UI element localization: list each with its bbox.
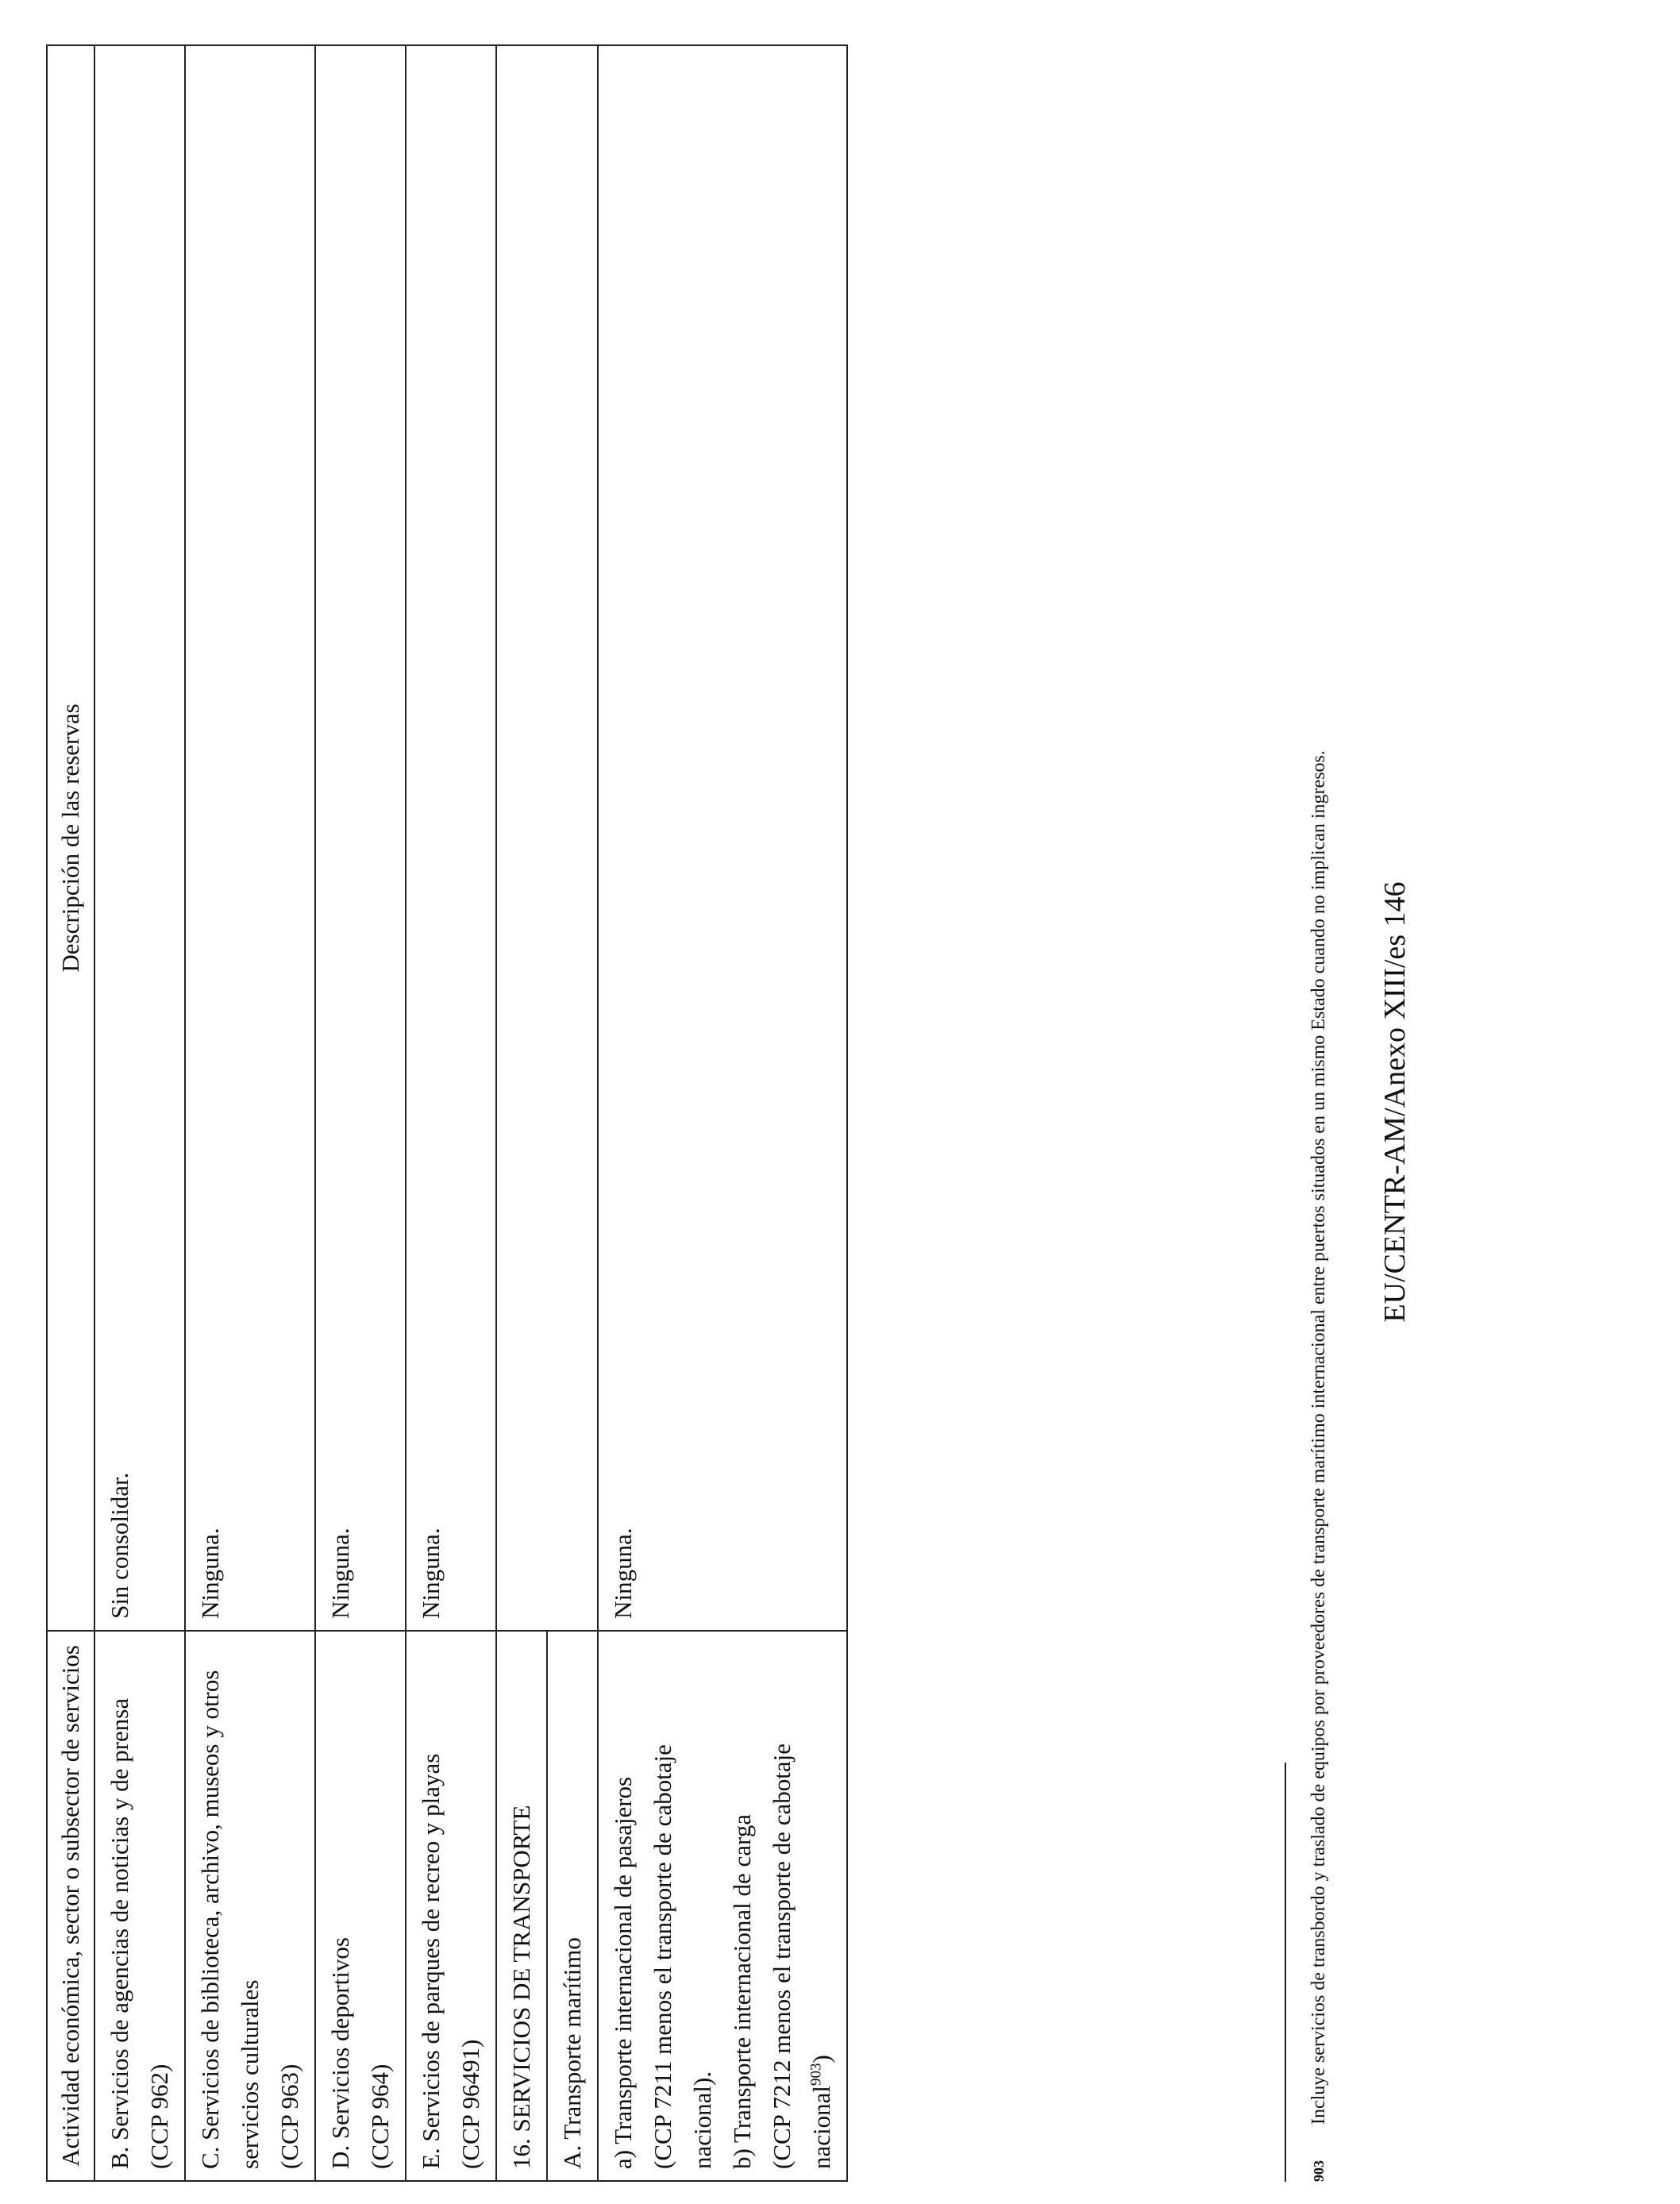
description-cell: Ninguna. xyxy=(598,45,847,1631)
activity-line: (CCP 964) xyxy=(366,2063,394,2169)
activity-line: B. Servicios de agencias de noticias y de prensa xyxy=(106,1697,133,2169)
description-cell: Ninguna. xyxy=(185,45,315,1631)
subsection-heading: A. Transporte marítimo xyxy=(558,1937,586,2169)
header-activity: Actividad económica, sector o subsector de servicios xyxy=(47,1631,94,2181)
footnote-number: 903 xyxy=(1311,2160,1327,2182)
description-cell xyxy=(496,45,547,1631)
description-cell xyxy=(547,45,598,1631)
activity-line: a) Transporte internacional de pasajeros xyxy=(609,1776,637,2169)
table-row xyxy=(496,45,547,2181)
description-cell: Sin consolidar. xyxy=(94,45,185,1631)
table-row xyxy=(406,45,496,2181)
table-row xyxy=(185,45,315,2181)
activity-line: E. Servicios de parques de recreo y playas xyxy=(417,1753,445,2169)
activity-cell xyxy=(406,1631,496,2181)
footnote-divider xyxy=(1285,1763,1286,2182)
footnote-text: Incluye servicios de transbordo y traslado de equipos por proveedores de transporte marítimo internacional entre puertos situados en un mismo Estado cuando no implican ingresos. xyxy=(1308,750,1329,2125)
activity-line: servicios culturales xyxy=(236,1979,264,2169)
activity-text: (CCP 7212 menos el transporte de cabotaje nacional xyxy=(768,1743,835,2169)
table-row xyxy=(94,45,185,2181)
activity-line: (CCP 7211 menos el transporte de cabotaje nacional). xyxy=(649,1744,716,2169)
description-cell: Ninguna. xyxy=(406,45,496,1631)
table-header-row xyxy=(47,45,94,2181)
footnote xyxy=(1305,118,1332,2182)
activity-line: (CCP 963) xyxy=(276,2063,303,2169)
activity-cell xyxy=(496,1631,547,2181)
activity-line: b) Transporte internacional de carga xyxy=(728,1813,756,2169)
activity-line: C. Servicios de biblioteca, archivo, museos y otros xyxy=(196,1670,224,2169)
activity-cell xyxy=(315,1631,406,2181)
activity-text-tail: ) xyxy=(807,2055,835,2063)
section-heading: 16. SERVICIOS DE TRANSPORTE xyxy=(507,1805,535,2169)
table-row xyxy=(315,45,406,2181)
description-cell: Ninguna. xyxy=(315,45,406,1631)
activity-line: (CCP 96491) xyxy=(457,2039,484,2169)
activity-line xyxy=(762,1643,842,2169)
activity-cell xyxy=(185,1631,315,2181)
activity-cell xyxy=(547,1631,598,2181)
activity-line: D. Servicios deportivos xyxy=(326,1937,354,2169)
table-row xyxy=(598,45,847,2181)
activity-line: (CCP 962) xyxy=(145,2063,173,2169)
activity-cell xyxy=(598,1631,847,2181)
table-row xyxy=(547,45,598,2181)
reservations-table xyxy=(46,44,848,2182)
activity-cell xyxy=(94,1631,185,2181)
footnote-reference[interactable]: 903 xyxy=(807,2063,825,2086)
document-identifier: EU/CENTR-AM/Anexo XIII/es 146 xyxy=(1378,881,1412,1323)
header-description: Descripción de las reservas xyxy=(47,45,94,1631)
